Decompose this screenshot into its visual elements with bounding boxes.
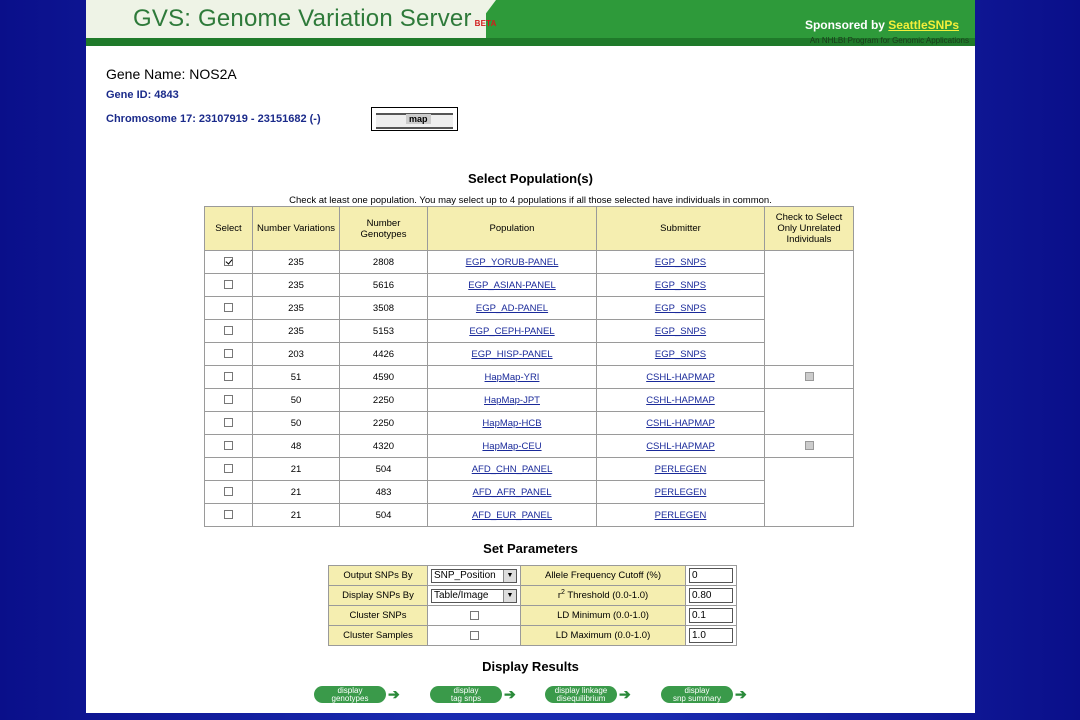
- param-row: [329, 586, 737, 606]
- genotypes-cell: 4426: [340, 343, 428, 366]
- select-population-title: Select Population(s): [468, 171, 593, 186]
- population-checkbox[interactable]: [224, 372, 233, 381]
- submitter-cell: [597, 274, 765, 297]
- select-cell: [205, 504, 253, 527]
- population-cell: [428, 412, 597, 435]
- display-tag-snps-button[interactable]: [430, 686, 502, 703]
- genotypes-cell: 4320: [340, 435, 428, 458]
- submitter-link[interactable]: CSHL-HAPMAP: [646, 394, 715, 406]
- submitter-link[interactable]: PERLEGEN: [654, 486, 707, 498]
- unrelated-cell: [765, 389, 854, 435]
- output-snps-label: Output SNPs By: [329, 566, 428, 586]
- select-cell: [205, 366, 253, 389]
- r2-threshold-input[interactable]: 0.80: [689, 588, 733, 603]
- population-link[interactable]: EGP_HISP-PANEL: [471, 348, 553, 360]
- population-checkbox[interactable]: [224, 280, 233, 289]
- population-link[interactable]: HapMap-JPT: [484, 394, 540, 406]
- submitter-link[interactable]: PERLEGEN: [654, 509, 707, 521]
- set-parameters-title: Set Parameters: [483, 541, 578, 556]
- table-row: [205, 366, 854, 389]
- population-cell: [428, 458, 597, 481]
- arrow-right-icon: ➔: [388, 686, 400, 702]
- ld-min-label: LD Minimum (0.0-1.0): [521, 606, 686, 626]
- app-title-text: GVS: Genome Variation Server: [133, 5, 472, 32]
- population-link[interactable]: AFD_EUR_PANEL: [471, 509, 553, 521]
- select-cell: [205, 435, 253, 458]
- parameters-table: [328, 565, 737, 646]
- submitter-link[interactable]: EGP_SNPS: [654, 348, 707, 360]
- display-snps-label: Display SNPs By: [329, 586, 428, 606]
- ld-min-cell: [686, 606, 737, 626]
- population-cell: [428, 389, 597, 412]
- variations-cell: 48: [253, 435, 340, 458]
- variations-cell: 235: [253, 297, 340, 320]
- button-line2: snp summary: [672, 694, 721, 703]
- submitter-cell: [597, 412, 765, 435]
- button-line1: display: [337, 686, 363, 695]
- submitter-link[interactable]: EGP_SNPS: [654, 256, 707, 268]
- beta-badge: BETA: [474, 19, 497, 28]
- output-snps-cell: [428, 566, 521, 586]
- variations-cell: 235: [253, 274, 340, 297]
- display-ld-button[interactable]: [545, 686, 617, 703]
- population-link[interactable]: AFD_CHN_PANEL: [471, 463, 553, 475]
- button-line2: tag snps: [450, 694, 482, 703]
- variations-cell: 51: [253, 366, 340, 389]
- population-link[interactable]: HapMap-HCB: [482, 417, 542, 429]
- ld-min-input[interactable]: 0.1: [689, 608, 733, 623]
- genotypes-cell: 3508: [340, 297, 428, 320]
- select-cell: [205, 481, 253, 504]
- unrelated-cell: [765, 251, 854, 366]
- allele-freq-label: Allele Frequency Cutoff (%): [521, 566, 686, 586]
- population-link[interactable]: AFD_AFR_PANEL: [472, 486, 552, 498]
- param-row: [329, 606, 737, 626]
- col-population: Population: [428, 207, 597, 251]
- population-cell: [428, 251, 597, 274]
- r2-threshold-cell: [686, 586, 737, 606]
- table-row: [205, 297, 854, 320]
- r2-sup: 2: [561, 589, 565, 597]
- select-cell: [205, 320, 253, 343]
- population-table-body: [205, 251, 854, 527]
- col-select: Select: [205, 207, 253, 251]
- unrelated-checkbox[interactable]: [805, 441, 814, 450]
- genotypes-cell: 2808: [340, 251, 428, 274]
- population-checkbox[interactable]: [224, 257, 233, 266]
- population-cell: [428, 274, 597, 297]
- population-cell: [428, 297, 597, 320]
- population-checkbox[interactable]: [224, 487, 233, 496]
- sponsor-subtitle: An NHLBI Program for Genomic Applications: [809, 36, 969, 45]
- submitter-cell: [597, 481, 765, 504]
- population-cell: [428, 320, 597, 343]
- genotypes-cell: 2250: [340, 389, 428, 412]
- submitter-cell: [597, 389, 765, 412]
- select-cell: [205, 343, 253, 366]
- submitter-link[interactable]: EGP_SNPS: [654, 325, 707, 337]
- genotypes-cell: 2250: [340, 412, 428, 435]
- submitter-link[interactable]: EGP_SNPS: [654, 279, 707, 291]
- table-row: [205, 274, 854, 297]
- population-cell: [428, 435, 597, 458]
- unrelated-cell: [765, 366, 854, 389]
- cluster-samples-cell: [428, 626, 521, 646]
- submitter-cell: [597, 320, 765, 343]
- display-snps-cell: [428, 586, 521, 606]
- button-line1: display linkage: [554, 686, 608, 695]
- col-submitter: Submitter: [597, 207, 765, 251]
- population-checkbox[interactable]: [224, 464, 233, 473]
- population-link[interactable]: EGP_CEPH-PANEL: [469, 325, 555, 337]
- genotypes-cell: 504: [340, 504, 428, 527]
- variations-cell: 50: [253, 412, 340, 435]
- population-table-header: [205, 207, 854, 251]
- select-cell: [205, 458, 253, 481]
- select-cell: [205, 274, 253, 297]
- submitter-link[interactable]: CSHL-HAPMAP: [646, 417, 715, 429]
- population-cell: [428, 366, 597, 389]
- display-results-title: Display Results: [482, 659, 579, 674]
- cluster-samples-label: Cluster Samples: [329, 626, 428, 646]
- table-row: [205, 320, 854, 343]
- select-cell: [205, 389, 253, 412]
- gene-name: Gene Name: NOS2A: [106, 66, 237, 82]
- col-number-variations: Number Variations: [253, 207, 340, 251]
- population-cell: [428, 343, 597, 366]
- table-row: [205, 481, 854, 504]
- population-checkbox[interactable]: [224, 395, 233, 404]
- population-checkbox[interactable]: [224, 349, 233, 358]
- cluster-samples-checkbox[interactable]: [470, 631, 479, 640]
- allele-freq-cell: [686, 566, 737, 586]
- unrelated-checkbox[interactable]: [805, 372, 814, 381]
- r2-suffix: Threshold (0.0-1.0): [564, 590, 649, 602]
- arrow-right-icon: ➔: [504, 686, 516, 702]
- population-link[interactable]: EGP_YORUB-PANEL: [465, 256, 559, 268]
- population-link[interactable]: EGP_AD-PANEL: [475, 302, 549, 314]
- button-line1: display: [684, 686, 710, 695]
- submitter-cell: [597, 343, 765, 366]
- submitter-cell: [597, 366, 765, 389]
- table-row: [205, 343, 854, 366]
- sponsor-prefix: Sponsored by: [804, 18, 885, 32]
- cluster-snps-label: Cluster SNPs: [329, 606, 428, 626]
- select-cell: [205, 251, 253, 274]
- population-link[interactable]: HapMap-YRI: [484, 371, 540, 383]
- cluster-snps-checkbox[interactable]: [470, 611, 479, 620]
- population-link[interactable]: HapMap-CEU: [482, 440, 542, 452]
- genotypes-cell: 504: [340, 458, 428, 481]
- population-cell: [428, 481, 597, 504]
- sponsor-line: [805, 18, 959, 32]
- map-button[interactable]: [371, 107, 458, 131]
- unrelated-cell: [765, 435, 854, 458]
- table-row: [205, 504, 854, 527]
- col-unrelated: Check to Select Only Unrelated Individuals: [765, 207, 854, 251]
- r2-threshold-label: [521, 586, 686, 606]
- arrow-right-icon: ➔: [619, 686, 631, 702]
- ld-max-cell: [686, 626, 737, 646]
- sponsor-link[interactable]: SeattleSNPs: [888, 18, 959, 32]
- population-note: Check at least one population. You may select up to 4 populations if all those selected have individuals in common.: [289, 195, 772, 206]
- submitter-link[interactable]: EGP_SNPS: [654, 302, 707, 314]
- allele-freq-input[interactable]: 0: [689, 568, 733, 583]
- table-row: [205, 458, 854, 481]
- genotypes-cell: 483: [340, 481, 428, 504]
- select-cell: [205, 297, 253, 320]
- ld-max-label: LD Maximum (0.0-1.0): [521, 626, 686, 646]
- chevron-down-icon: ▼: [503, 570, 516, 582]
- button-line1: display: [453, 686, 479, 695]
- variations-cell: 50: [253, 389, 340, 412]
- variations-cell: 21: [253, 481, 340, 504]
- map-icon: [376, 113, 453, 129]
- submitter-cell: [597, 458, 765, 481]
- display-snp-summary-button[interactable]: [661, 686, 733, 703]
- display-snps-select[interactable]: [431, 589, 517, 603]
- header-banner: [86, 0, 975, 46]
- chevron-down-icon: ▼: [503, 590, 516, 602]
- col-number-genotypes: Number Genotypes: [340, 207, 428, 251]
- population-link[interactable]: EGP_ASIAN-PANEL: [468, 279, 556, 291]
- display-snps-value: Table/Image: [434, 589, 489, 601]
- select-cell: [205, 412, 253, 435]
- genotypes-cell: 5616: [340, 274, 428, 297]
- population-cell: [428, 504, 597, 527]
- submitter-cell: [597, 297, 765, 320]
- variations-cell: 235: [253, 320, 340, 343]
- param-row: [329, 626, 737, 646]
- submitter-link[interactable]: CSHL-HAPMAP: [646, 371, 715, 383]
- population-checkbox[interactable]: [224, 510, 233, 519]
- gvs-page: [86, 0, 975, 713]
- population-table: [204, 206, 854, 527]
- genotypes-cell: 5153: [340, 320, 428, 343]
- button-line2: disequilibrium: [556, 694, 606, 703]
- output-snps-value: SNP_Position: [434, 569, 496, 581]
- arrow-right-icon: ➔: [735, 686, 747, 702]
- table-row: [205, 389, 854, 412]
- chromosome-location: Chromosome 17: 23107919 - 23151682 (-): [106, 113, 321, 125]
- genotypes-cell: 4590: [340, 366, 428, 389]
- submitter-link[interactable]: CSHL-HAPMAP: [646, 440, 715, 452]
- display-genotypes-button[interactable]: [314, 686, 386, 703]
- table-row: [205, 412, 854, 435]
- param-row: [329, 566, 737, 586]
- population-checkbox[interactable]: [224, 418, 233, 427]
- table-row: [205, 251, 854, 274]
- submitter-cell: [597, 435, 765, 458]
- population-checkbox[interactable]: [224, 441, 233, 450]
- map-label: map: [406, 114, 431, 124]
- variations-cell: 21: [253, 504, 340, 527]
- population-checkbox[interactable]: [224, 303, 233, 312]
- variations-cell: 21: [253, 458, 340, 481]
- ld-max-input[interactable]: 1.0: [689, 628, 733, 643]
- variations-cell: 235: [253, 251, 340, 274]
- variations-cell: 203: [253, 343, 340, 366]
- submitter-cell: [597, 251, 765, 274]
- unrelated-cell: [765, 458, 854, 527]
- submitter-link[interactable]: PERLEGEN: [654, 463, 707, 475]
- submitter-cell: [597, 504, 765, 527]
- population-checkbox[interactable]: [224, 326, 233, 335]
- cluster-snps-cell: [428, 606, 521, 626]
- button-line2: genotypes: [331, 694, 369, 703]
- gene-id: Gene ID: 4843: [106, 89, 179, 101]
- app-title[interactable]: [133, 5, 497, 33]
- r2-prefix: r: [557, 590, 561, 602]
- output-snps-select[interactable]: [431, 569, 517, 583]
- table-row: [205, 435, 854, 458]
